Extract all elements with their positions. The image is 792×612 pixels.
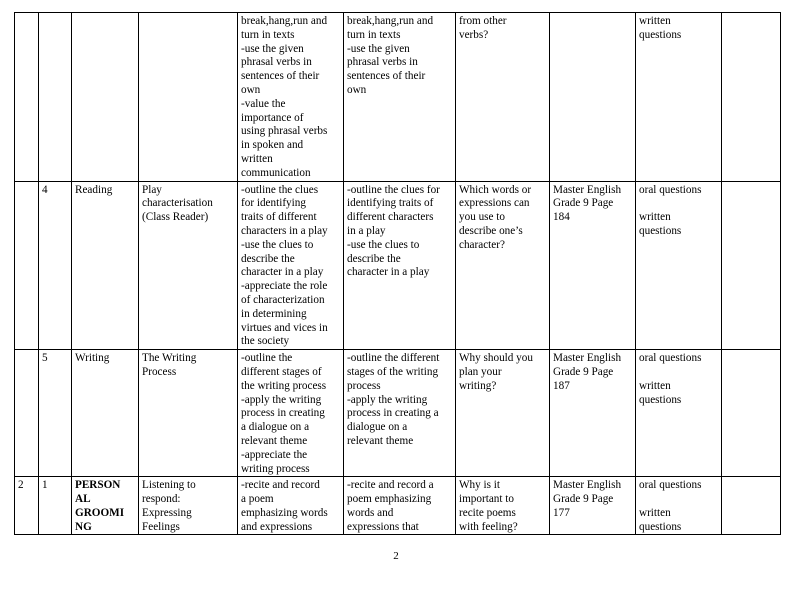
strand-cell: PERSON AL GROOMI NG xyxy=(72,477,139,535)
lesson-cell: 4 xyxy=(39,181,72,350)
lesson-cell: 1 xyxy=(39,477,72,535)
key-inquiry-question-cell: Why should you plan your writing? xyxy=(456,350,550,477)
table-row xyxy=(15,477,781,535)
week-cell xyxy=(15,181,39,350)
resources-cell: Master English Grade 9 Page 184 xyxy=(550,181,636,350)
learning-outcomes-cell: break,hang,run and turn in texts -use the given phrasal verbs in sentences of their own -value the importance of using phrasal verbs in spoken and written communication xyxy=(238,13,344,182)
learning-experiences-cell: -outline the clues for identifying traits of different characters in a play -use the clues to describe the character in a play xyxy=(344,181,456,350)
page-number: 2 xyxy=(393,550,399,562)
learning-outcomes-cell: -recite and record a poem emphasizing words and expressions xyxy=(238,477,344,535)
table-row xyxy=(15,13,781,182)
week-cell xyxy=(15,350,39,477)
resources-cell: Master English Grade 9 Page 177 xyxy=(550,477,636,535)
key-inquiry-question-cell: Which words or expressions can you use to describe one’s character? xyxy=(456,181,550,350)
resources-cell xyxy=(550,13,636,182)
week-cell xyxy=(15,13,39,182)
key-inquiry-question-cell: from other verbs? xyxy=(456,13,550,182)
key-inquiry-question-cell: Why is it important to recite poems with feeling? xyxy=(456,477,550,535)
remarks-cell xyxy=(722,477,781,535)
assessment-cell: oral questions written questions xyxy=(636,181,722,350)
sub-strand-cell: Listening to respond: Expressing Feelings xyxy=(139,477,238,535)
strand-cell xyxy=(72,13,139,182)
learning-outcomes-cell: -outline the different stages of the writing process -apply the writing process in creating a dialogue on a relevant theme -appreciate the writing process xyxy=(238,350,344,477)
strand-cell: Writing xyxy=(72,350,139,477)
week-cell: 2 xyxy=(15,477,39,535)
learning-experiences-cell: -recite and record a poem emphasizing words and expressions that xyxy=(344,477,456,535)
learning-experiences-cell: -outline the different stages of the writing process -apply the writing process in creating a dialogue on a relevant theme xyxy=(344,350,456,477)
sub-strand-cell: Play characterisation (Class Reader) xyxy=(139,181,238,350)
sub-strand-cell: The Writing Process xyxy=(139,350,238,477)
table-row xyxy=(15,181,781,350)
assessment-cell: oral questions written questions xyxy=(636,350,722,477)
learning-outcomes-cell: -outline the clues for identifying traits of different characters in a play -use the clues to describe the character in a play -appreciate the role of characterization in determining virtues and vices in the society xyxy=(238,181,344,350)
remarks-cell xyxy=(722,181,781,350)
resources-cell: Master English Grade 9 Page 187 xyxy=(550,350,636,477)
sub-strand-cell xyxy=(139,13,238,182)
lesson-cell: 5 xyxy=(39,350,72,477)
assessment-cell: oral questions written questions xyxy=(636,477,722,535)
learning-experiences-cell: break,hang,run and turn in texts -use the given phrasal verbs in sentences of their own xyxy=(344,13,456,182)
assessment-cell: written questions xyxy=(636,13,722,182)
strand-cell: Reading xyxy=(72,181,139,350)
lesson-cell xyxy=(39,13,72,182)
remarks-cell xyxy=(722,13,781,182)
scheme-of-work-table xyxy=(14,12,781,535)
remarks-cell xyxy=(722,350,781,477)
table-row xyxy=(15,350,781,477)
